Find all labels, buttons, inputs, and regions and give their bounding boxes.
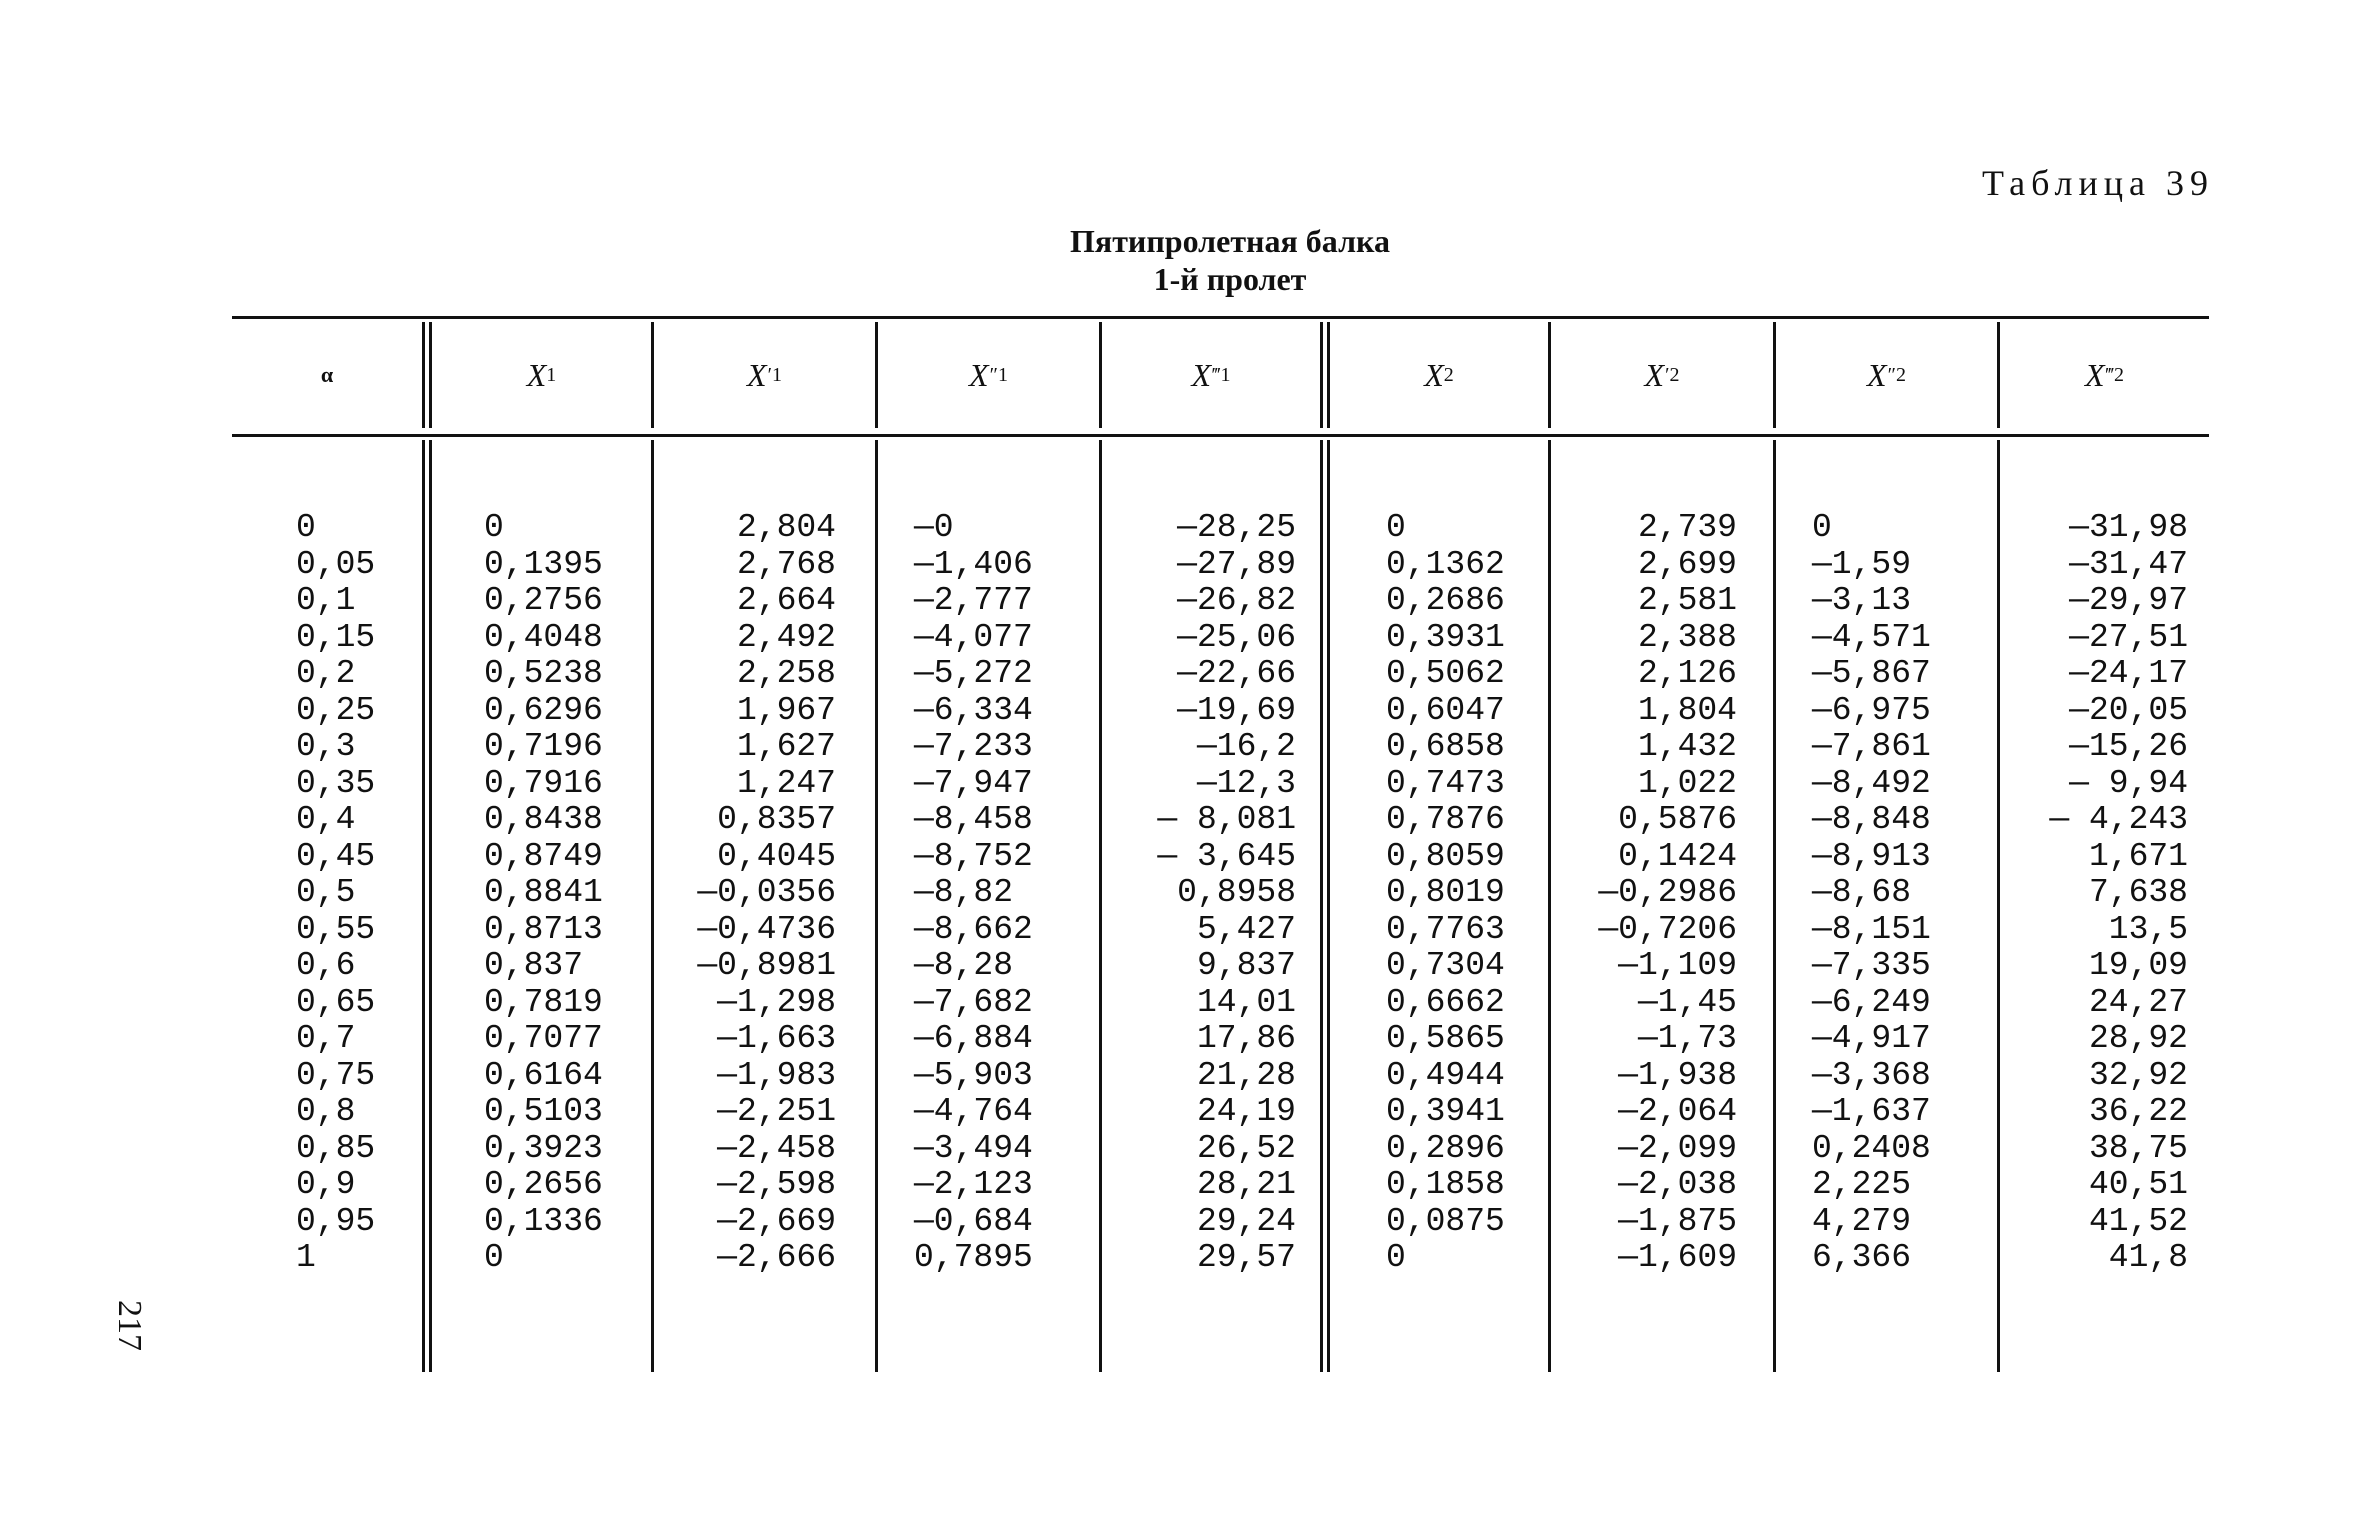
- table-cell: —1,298: [717, 983, 836, 1021]
- table-cell: 19,09: [2088, 947, 2188, 984]
- table-cell: 0,15: [296, 618, 376, 656]
- header-x1pp-prime: ″: [989, 363, 998, 386]
- table-cell: 0: [296, 509, 316, 546]
- column-x1-triple-prime: [1110, 510, 1296, 1277]
- table-cell: —1,109: [1618, 947, 1737, 984]
- table-cell: —7,233: [914, 728, 1033, 765]
- double-divider-mid: [1320, 322, 1330, 428]
- header-x2pp-letter: X: [1867, 356, 1887, 393]
- table-cell: — 8,081: [1157, 801, 1296, 838]
- header-x2ppp-prime: ‴: [2105, 363, 2114, 386]
- table-cell: 0,4: [296, 801, 356, 838]
- table-cell: —24,17: [2069, 655, 2188, 692]
- table-cell: —2,669: [717, 1202, 836, 1240]
- table-cell: 4,279: [1812, 1202, 1912, 1240]
- table-cell: —3,494: [914, 1129, 1033, 1167]
- double-divider-mid: [1320, 440, 1330, 1372]
- table-cell: 2,388: [1637, 618, 1737, 656]
- table-cell: 0,7473: [1386, 764, 1505, 802]
- table-cell: —7,335: [1812, 947, 1931, 984]
- table-label: Таблица 39: [1982, 163, 2214, 203]
- header-x2-triple-prime: [2000, 330, 2209, 420]
- table-cell: —2,598: [717, 1166, 836, 1203]
- table-cell: —4,571: [1812, 618, 1931, 656]
- divider: [1099, 440, 1102, 1372]
- table-cell: —5,867: [1812, 655, 1931, 692]
- table-cell: —27,89: [1177, 545, 1296, 583]
- table-cell: 0,1395: [484, 545, 603, 583]
- table-cell: 0,6: [296, 947, 356, 984]
- header-x1: [432, 330, 651, 420]
- table-cell: 28,21: [1196, 1166, 1296, 1203]
- table-cell: —1,609: [1618, 1239, 1737, 1276]
- table-cell: 0,5865: [1386, 1020, 1505, 1057]
- table-cell: 24,19: [1196, 1093, 1296, 1130]
- table-cell: 0,2: [296, 655, 356, 692]
- table-cell: 0,1858: [1386, 1166, 1505, 1203]
- table-cell: 41,52: [2088, 1202, 2188, 1240]
- table-cell: 40,51: [2088, 1166, 2188, 1203]
- table-cell: 0,7304: [1386, 947, 1505, 984]
- table-cell: —12,3: [1196, 764, 1296, 802]
- table-cell: 0,1362: [1386, 545, 1505, 583]
- table-cell: 0,6296: [484, 691, 603, 729]
- table-cell: 2,581: [1637, 582, 1737, 619]
- column-x1-prime: [660, 510, 836, 1277]
- table-cell: 0,8: [296, 1093, 356, 1130]
- column-x2-prime: [1560, 510, 1737, 1277]
- table-cell: —6,249: [1812, 983, 1931, 1021]
- table-cell: —2,777: [914, 582, 1033, 619]
- divider: [1773, 440, 1776, 1372]
- table-cell: 28,92: [2088, 1020, 2188, 1057]
- table-cell: 0,7077: [484, 1020, 603, 1057]
- table-cell: —0,2986: [1598, 874, 1737, 911]
- table-cell: 0,3931: [1386, 618, 1505, 656]
- table-cell: 0,837: [484, 947, 584, 984]
- header-x2-sub: 2: [1443, 363, 1454, 386]
- table-cell: 29,57: [1196, 1239, 1296, 1276]
- table-cell: —6,334: [914, 691, 1033, 729]
- table-cell: 0,3941: [1386, 1093, 1505, 1130]
- table-cell: 0,2408: [1812, 1129, 1931, 1167]
- column-x1-double-prime: [914, 510, 1033, 1277]
- table-cell: —26,82: [1177, 582, 1296, 619]
- table-cell: —4,077: [914, 618, 1033, 656]
- table-cell: —5,903: [914, 1056, 1033, 1094]
- table-cell: 0,95: [296, 1202, 376, 1240]
- header-x1-double-prime: [878, 330, 1099, 420]
- table-cell: —7,861: [1812, 728, 1931, 765]
- table-cell: 26,52: [1196, 1129, 1296, 1167]
- header-alpha-text: α: [320, 362, 334, 387]
- table-cell: 0,45: [296, 837, 376, 875]
- header-x2-double-prime: [1776, 330, 1997, 420]
- table-cell: 0,2686: [1386, 582, 1505, 619]
- double-divider-alpha: [422, 440, 432, 1372]
- table-cell: 0,5876: [1618, 801, 1737, 838]
- table-cell: —31,47: [2069, 545, 2188, 583]
- table-cell: —29,97: [2069, 582, 2188, 619]
- table-cell: 5,427: [1196, 910, 1296, 948]
- table-cell: 1: [296, 1239, 316, 1276]
- table-cell: 0,6164: [484, 1056, 603, 1094]
- header-x2: [1330, 330, 1548, 420]
- table-cell: —6,884: [914, 1020, 1033, 1057]
- table-cell: 0,8019: [1386, 874, 1505, 911]
- divider: [1997, 440, 2000, 1372]
- header-rule: [232, 434, 2209, 437]
- table-cell: —2,064: [1618, 1093, 1737, 1130]
- table-cell: 0: [1386, 1239, 1406, 1276]
- table-cell: 2,804: [736, 509, 836, 546]
- table-cell: —7,947: [914, 764, 1033, 802]
- header-x1p-sub: 1: [771, 363, 782, 386]
- table-cell: —8,82: [914, 874, 1014, 911]
- header-x1-prime: [654, 330, 875, 420]
- table-cell: —22,66: [1177, 655, 1296, 692]
- table-cell: 0,35: [296, 764, 376, 802]
- table-cell: 2,664: [736, 582, 836, 619]
- table-cell: 0,85: [296, 1129, 376, 1167]
- table-cell: 0,6047: [1386, 691, 1505, 729]
- table-cell: 0,05: [296, 545, 376, 583]
- divider: [1548, 440, 1551, 1372]
- table-cell: 1,671: [2088, 837, 2188, 875]
- table-cell: —31,98: [2069, 509, 2188, 546]
- table-cell: 24,27: [2088, 983, 2188, 1021]
- table-cell: 0,55: [296, 910, 376, 948]
- table-cell: —1,45: [1637, 983, 1737, 1021]
- table-cell: 0,7876: [1386, 801, 1505, 838]
- table-cell: —0,4736: [697, 910, 836, 948]
- table-cell: —19,69: [1177, 691, 1296, 729]
- table-cell: —1,637: [1812, 1093, 1931, 1130]
- table-cell: 0,3: [296, 728, 356, 765]
- table-cell: —0: [914, 509, 954, 546]
- table-cell: —4,917: [1812, 1020, 1931, 1057]
- table-cell: 0,6662: [1386, 983, 1505, 1021]
- column-x2: [1386, 510, 1505, 1277]
- double-divider-alpha: [422, 322, 432, 428]
- column-alpha: [296, 510, 375, 1277]
- table-cell: 32,92: [2088, 1056, 2188, 1094]
- table-cell: 0,4944: [1386, 1056, 1505, 1094]
- table-cell: —2,038: [1618, 1166, 1737, 1203]
- header-x2-letter: X: [1424, 356, 1444, 393]
- table-cell: 2,225: [1812, 1166, 1912, 1203]
- table-cell: 38,75: [2088, 1129, 2188, 1167]
- header-x2-prime: [1551, 330, 1773, 420]
- table-cell: 1,432: [1637, 728, 1737, 765]
- table-cell: 29,24: [1196, 1202, 1296, 1240]
- table-cell: —1,59: [1812, 545, 1912, 583]
- table-cell: 0,0875: [1386, 1202, 1505, 1240]
- table-cell: —1,938: [1618, 1056, 1737, 1094]
- table-cell: 1,627: [736, 728, 836, 765]
- table-cell: — 4,243: [2049, 801, 2188, 838]
- table-cell: —2,123: [914, 1166, 1033, 1203]
- table-cell: —25,06: [1177, 618, 1296, 656]
- table-cell: —20,05: [2069, 691, 2188, 729]
- table-cell: 0,7196: [484, 728, 603, 765]
- header-x1pp-sub: 1: [997, 363, 1008, 386]
- table-cell: 2,126: [1637, 655, 1737, 692]
- header-x2p-prime: ′: [1665, 363, 1670, 386]
- table-cell: 1,967: [736, 691, 836, 729]
- table-cell: 14,01: [1196, 983, 1296, 1021]
- divider: [875, 440, 878, 1372]
- table-cell: —0,684: [914, 1202, 1033, 1240]
- table-cell: —8,151: [1812, 910, 1931, 948]
- table-cell: 9,837: [1196, 947, 1296, 984]
- table-cell: —0,7206: [1598, 910, 1737, 948]
- column-x2-triple-prime: [2008, 510, 2188, 1277]
- header-x1ppp-sub: 1: [1220, 363, 1231, 386]
- table-cell: —8,848: [1812, 801, 1931, 838]
- header-x1pp-letter: X: [969, 356, 989, 393]
- table-cell: —3,368: [1812, 1056, 1931, 1094]
- table-cell: 36,22: [2088, 1093, 2188, 1130]
- header-x2ppp-letter: X: [2085, 356, 2105, 393]
- table-cell: 0,9: [296, 1166, 356, 1203]
- table-cell: 6,366: [1812, 1239, 1912, 1276]
- table-cell: 0,8958: [1177, 874, 1296, 911]
- table-cell: —4,764: [914, 1093, 1033, 1130]
- table-cell: —7,682: [914, 983, 1033, 1021]
- header-x2pp-sub: 2: [1895, 363, 1906, 386]
- table-cell: 0,8713: [484, 910, 603, 948]
- table-cell: 0: [484, 1239, 504, 1276]
- table-cell: 2,768: [736, 545, 836, 583]
- table-cell: 0,2756: [484, 582, 603, 619]
- header-x1p-prime: ′: [767, 363, 772, 386]
- table-cell: —15,26: [2069, 728, 2188, 765]
- table-cell: 0,1424: [1618, 837, 1737, 875]
- table-subtitle: 1-й пролет: [1153, 261, 1307, 297]
- table-cell: —28,25: [1177, 509, 1296, 546]
- table-title: Пятипролетная балка: [1070, 223, 1390, 259]
- table-cell: 0,2656: [484, 1166, 603, 1203]
- table-cell: 0,8749: [484, 837, 603, 875]
- table-cell: 0,4048: [484, 618, 603, 656]
- table-cell: —8,68: [1812, 874, 1912, 911]
- table-cell: —1,875: [1618, 1202, 1737, 1240]
- header-x1ppp-letter: X: [1191, 356, 1212, 393]
- table-cell: —8,28: [914, 947, 1014, 984]
- table-cell: 0,8357: [717, 801, 836, 838]
- header-x1ppp-prime: ‴: [1212, 363, 1221, 386]
- table-cell: 0,25: [296, 691, 376, 729]
- header-x2p-letter: X: [1644, 356, 1665, 393]
- header-x2p-sub: 2: [1669, 363, 1680, 386]
- table-cell: 2,258: [736, 655, 836, 692]
- header-x1-triple-prime: [1102, 330, 1320, 420]
- header-x1-letter: X: [526, 356, 547, 393]
- table-cell: 0,3923: [484, 1129, 603, 1167]
- table-cell: 2,699: [1637, 545, 1737, 583]
- table-cell: —2,666: [717, 1239, 836, 1276]
- table-cell: —2,251: [717, 1093, 836, 1130]
- table-cell: 0,2896: [1386, 1129, 1505, 1167]
- table-cell: 0,6858: [1386, 728, 1505, 765]
- table-cell: 0,65: [296, 983, 376, 1021]
- table-cell: 2,492: [736, 618, 836, 656]
- table-cell: —16,2: [1196, 728, 1296, 765]
- table-cell: —8,752: [914, 837, 1033, 875]
- table-cell: 0: [484, 509, 504, 546]
- table-cell: 0,7916: [484, 764, 603, 802]
- table-cell: 17,86: [1196, 1020, 1296, 1057]
- table-cell: 0: [1386, 509, 1406, 546]
- table-cell: 0,5: [296, 874, 356, 911]
- table-cell: 0,1: [296, 582, 356, 619]
- table-cell: — 3,645: [1157, 837, 1296, 875]
- column-x1: [484, 510, 603, 1277]
- table-cell: 41,8: [2108, 1239, 2188, 1276]
- page-number: 217: [111, 1300, 148, 1351]
- table-cell: —5,272: [914, 655, 1033, 692]
- table-cell: 0,7763: [1386, 910, 1505, 948]
- table-cell: —8,458: [914, 801, 1033, 838]
- header-x2pp-prime: ″: [1887, 363, 1896, 386]
- table-cell: 0,8438: [484, 801, 603, 838]
- table-cell: 1,247: [736, 764, 836, 802]
- table-cell: 0,7895: [914, 1239, 1033, 1276]
- table-cell: 0,5238: [484, 655, 603, 692]
- table-cell: 0,75: [296, 1056, 376, 1094]
- table-cell: —0,8981: [697, 947, 836, 984]
- table-cell: 0,7: [296, 1020, 356, 1057]
- table-cell: 1,804: [1637, 691, 1737, 729]
- table-cell: —27,51: [2069, 618, 2188, 656]
- table-cell: —3,13: [1812, 582, 1912, 619]
- table-cell: —6,975: [1812, 691, 1931, 729]
- column-x2-double-prime: [1812, 510, 1931, 1277]
- table-cell: —8,492: [1812, 764, 1931, 802]
- table-cell: —8,913: [1812, 837, 1931, 875]
- table-cell: —1,406: [914, 545, 1033, 583]
- table-cell: 0,1336: [484, 1202, 603, 1240]
- table-cell: —2,458: [717, 1129, 836, 1167]
- table-cell: 0,8059: [1386, 837, 1505, 875]
- header-x2ppp-sub: 2: [2113, 363, 2124, 386]
- table-cell: 2,739: [1637, 509, 1737, 546]
- table-cell: —1,73: [1637, 1020, 1737, 1057]
- table-cell: — 9,94: [2069, 764, 2188, 802]
- table-cell: —8,662: [914, 910, 1033, 948]
- table-cell: 0,7819: [484, 983, 603, 1021]
- header-x1p-letter: X: [747, 356, 767, 393]
- header-alpha: [232, 330, 422, 420]
- table-cell: 13,5: [2108, 910, 2188, 948]
- header-x1-sub: 1: [546, 363, 557, 386]
- table-cell: 7,638: [2088, 874, 2188, 911]
- table-cell: 0,4045: [717, 837, 836, 875]
- table-cell: 0,5103: [484, 1093, 603, 1130]
- table-cell: 1,022: [1637, 764, 1737, 802]
- table-cell: 0,5062: [1386, 655, 1505, 692]
- table-cell: 21,28: [1196, 1056, 1296, 1094]
- table-cell: —1,983: [717, 1056, 836, 1094]
- table-cell: 0,8841: [484, 874, 603, 911]
- table-cell: —1,663: [717, 1020, 836, 1057]
- table-cell: —0,0356: [697, 874, 836, 911]
- table-cell: 0: [1812, 509, 1832, 546]
- divider: [651, 440, 654, 1372]
- top-rule: [232, 316, 2209, 319]
- table-cell: —2,099: [1618, 1129, 1737, 1167]
